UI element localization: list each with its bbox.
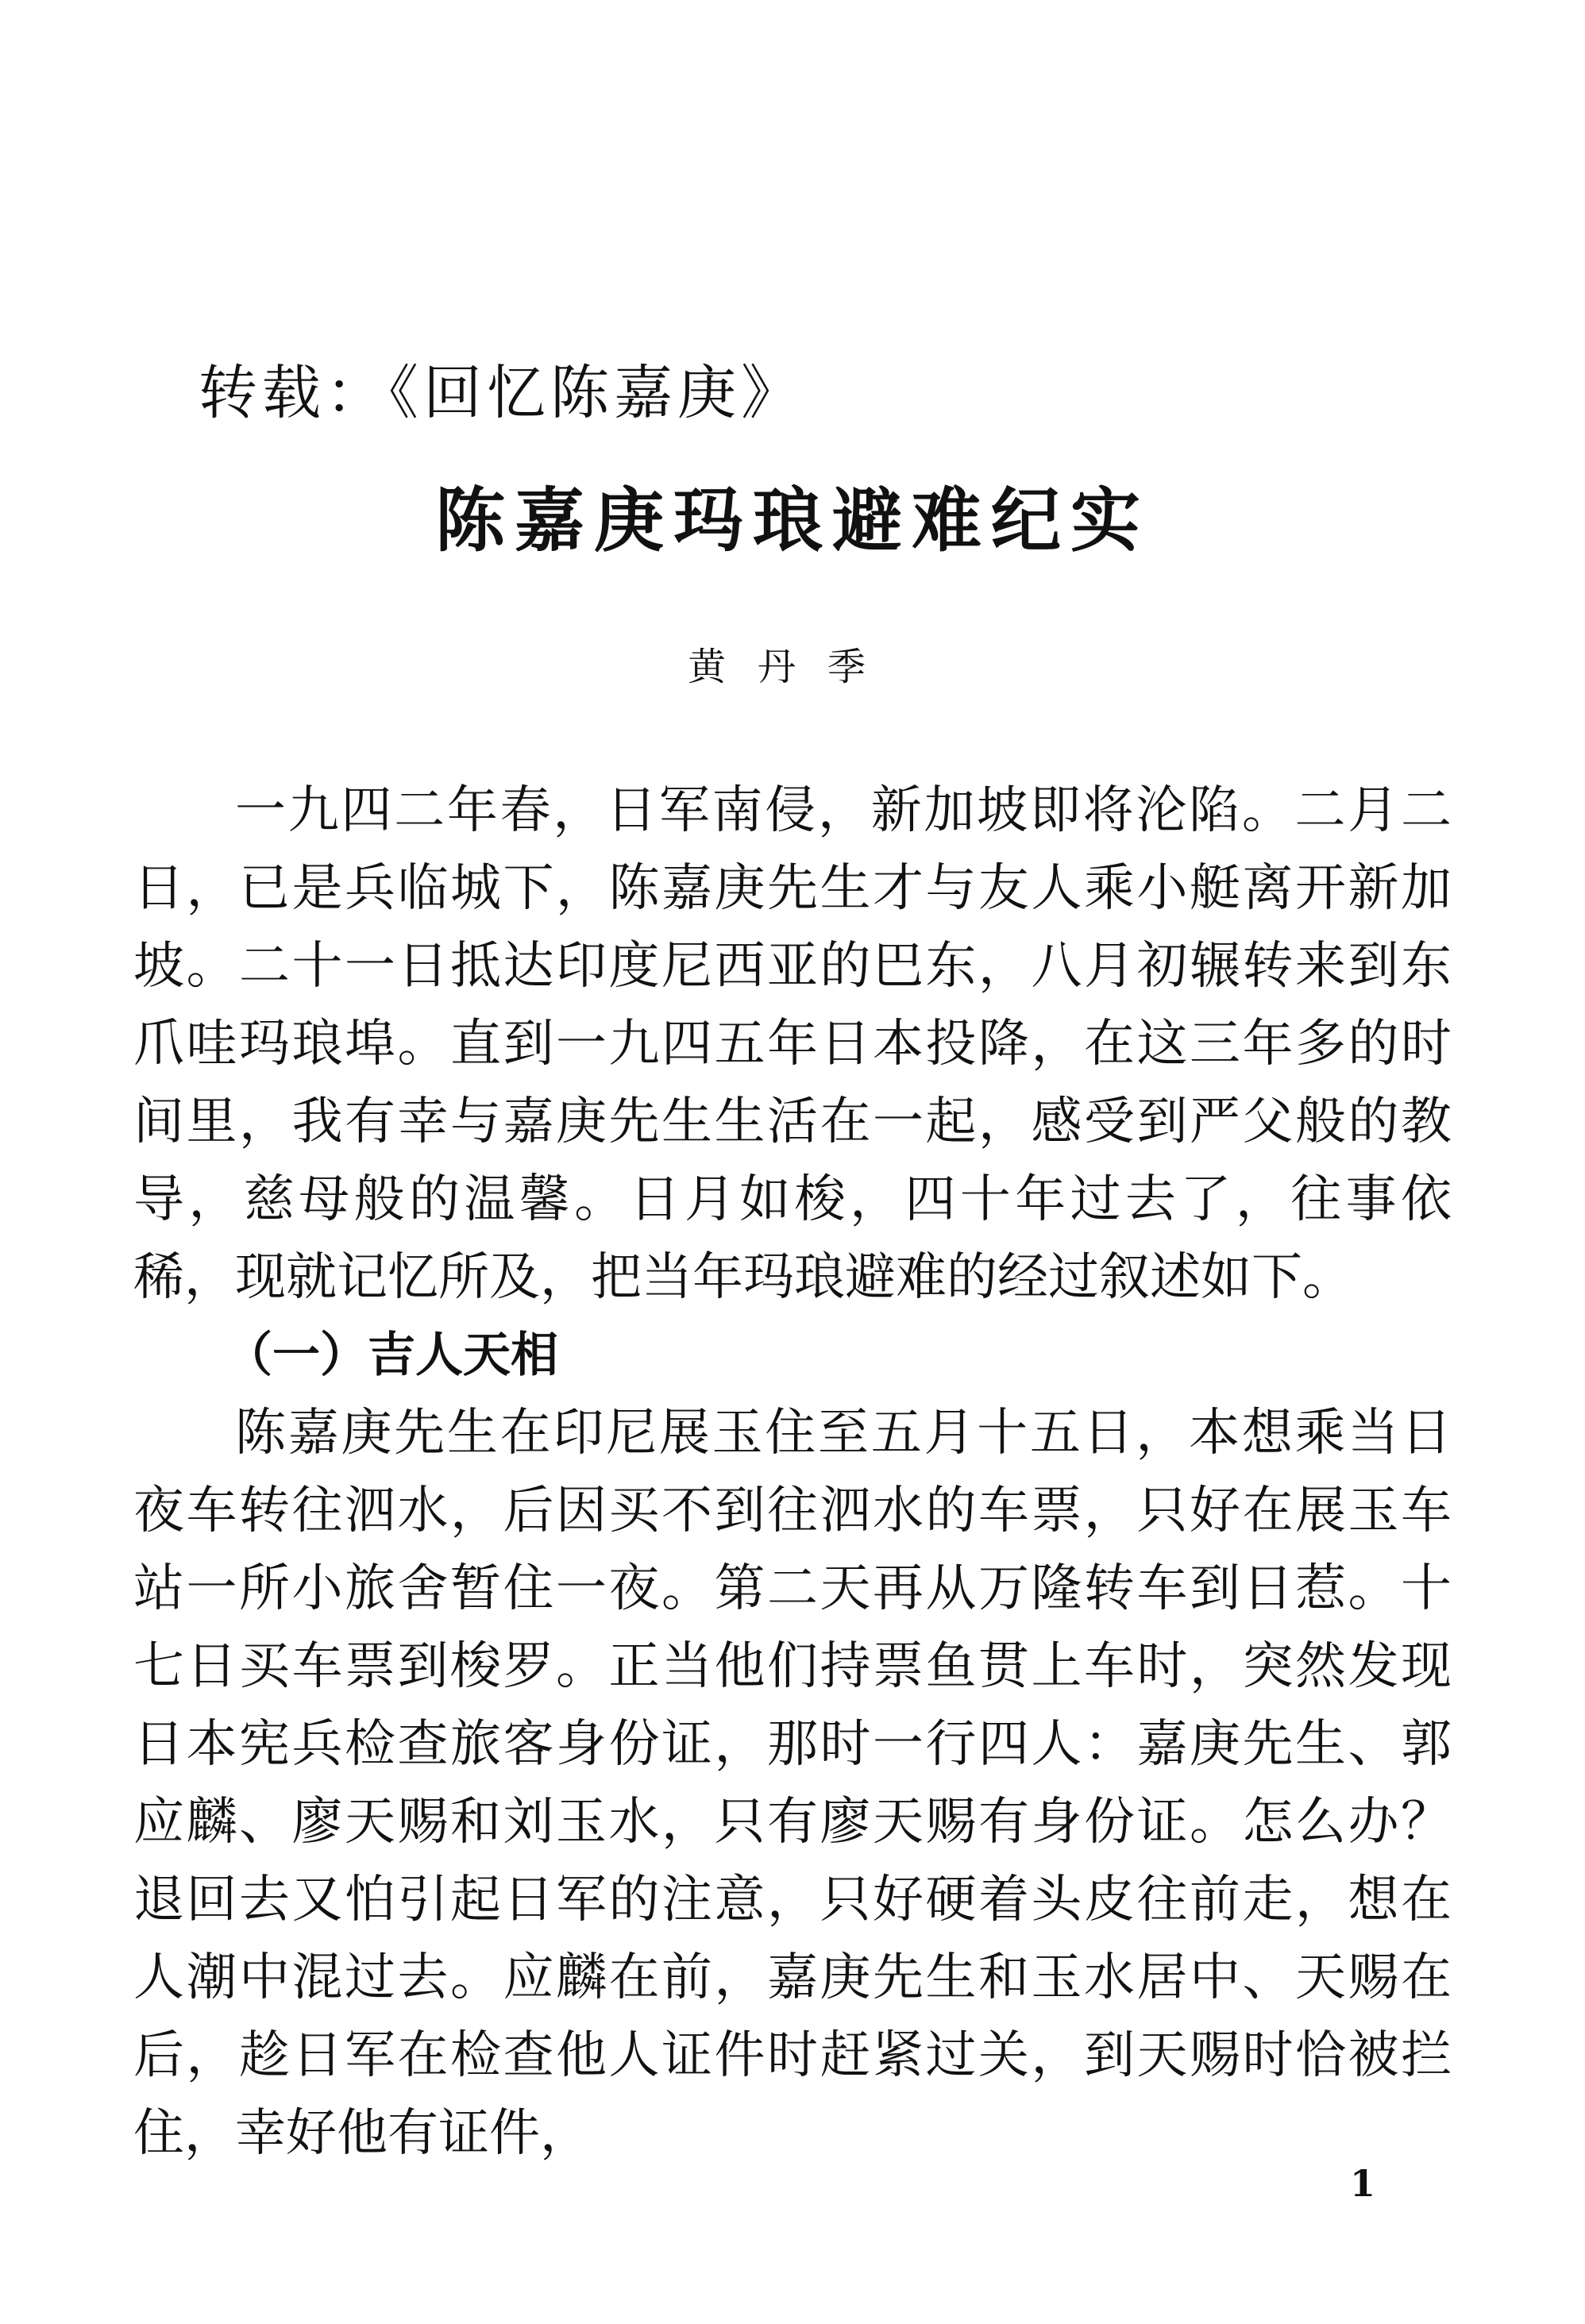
reprint-source-heading: 转载：《回忆陈嘉庚》 <box>199 359 804 427</box>
article-title: 陈嘉庚玛琅避难纪实 <box>434 479 1150 561</box>
author-name: 黄丹季 <box>687 645 897 689</box>
section-heading: （一）吉人天相 <box>225 1328 558 1383</box>
article-body <box>133 772 1452 2172</box>
body-paragraph: 陈嘉庚先生在印尼展玉住至五月十五日，本想乘当日夜车转往泗水，后因买不到往泗水的车票，只好在展玉车站一所小旅舍暂住一夜。第二天再从万隆转车到日惹。十七日买车票到梭罗。正当他们持票鱼贯上车时，突然发现日本宪兵检查旅客身份证，那时一行四人：嘉庚先生、郭应麟、廖天赐和刘玉水，只有廖天赐有身份证。怎么办？退回去又怕引起日军的注意，只好硬着头皮往前走，想在人潮中混过去。应麟在前，嘉庚先生和玉水居中、天赐在后，趁日军在检查他人证件时赶紧过关，到天赐时恰被拦住，幸好他有证件， <box>133 1404 1452 2163</box>
body-paragraph: 一九四二年春，日军南侵，新加坡即将沦陷。二月二日，已是兵临城下，陈嘉庚先生才与友人乘小艇离开新加坡。二十一日抵达印度尼西亚的巴东，八月初辗转来到东爪哇玛琅埠。直到一九四五年日本投降，在这三年多的时间里，我有幸与嘉庚先生生活在一起，感受到严父般的教导，慈母般的温馨。日月如梭，四十年过去了，往事依稀，现就记忆所及，把当年玛琅避难的经过叙述如下。 <box>133 781 1452 1307</box>
page-number: 1 <box>1350 2162 1376 2205</box>
